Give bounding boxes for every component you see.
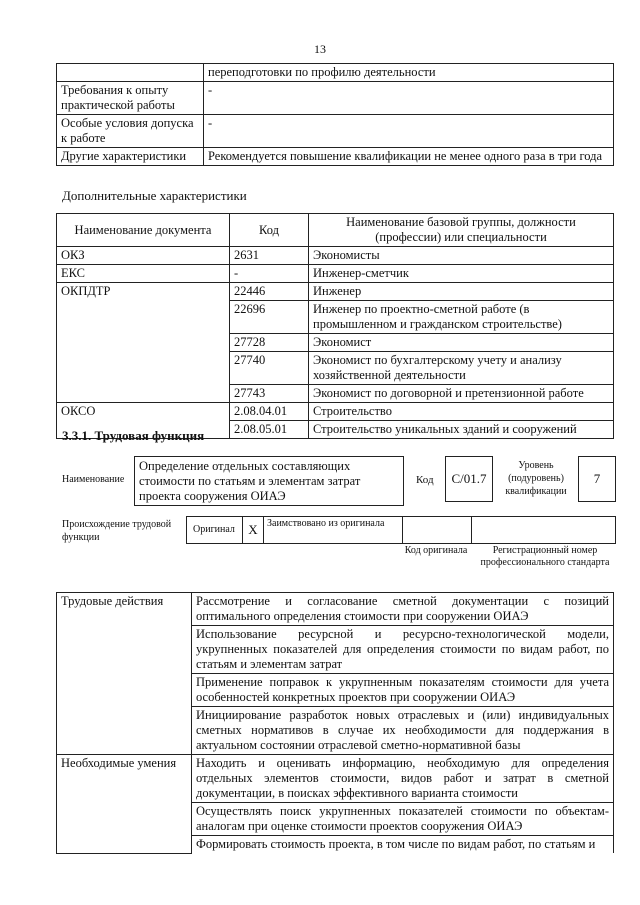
code-cell: 27743 (230, 385, 309, 403)
header-doc: Наименование документа (57, 214, 230, 247)
row-value: - (204, 82, 614, 115)
code-cell: 22446 (230, 283, 309, 301)
page-number: 13 (314, 42, 326, 56)
origin-mark-cell (243, 517, 264, 543)
origin-label: Происхождение трудовой функции (62, 519, 172, 543)
code-label: Код (416, 474, 434, 486)
doc-cell: ЕКС (57, 265, 230, 283)
name-cell: Экономист (309, 334, 614, 352)
table-cell: Осуществлять поиск укрупненных показателей стоимости по объектам-аналогам при оценке стоимости проектов сооружения ОИАЭ (192, 803, 614, 836)
origin-mark: X (248, 522, 258, 537)
origin-code-cell (403, 517, 472, 543)
doc-cell: ОКЗ (57, 247, 230, 265)
row-label (57, 64, 204, 82)
function-code: C/01.7 (451, 471, 487, 486)
level-label: Уровень (подуровень) квалификации (505, 460, 567, 497)
row-value: переподготовки по профилю деятельности (204, 64, 614, 82)
table-cell: Использование ресурсной и ресурсно-технологической модели, укрупненных показателей для определения стоимости по видам работ, по статьям и элементам затрат (192, 626, 614, 674)
name-cell: Экономист по договорной и претензионной работе (309, 385, 614, 403)
code-cell: - (230, 265, 309, 283)
name-cell: Инженер по проектно-сметной работе (в промышленном и гражданском строительстве) (309, 301, 614, 334)
table-row (57, 115, 614, 148)
name-cell: Инженер (309, 283, 614, 301)
origin-borrowed-cell (263, 517, 403, 543)
doc-cell: ОКСО (57, 403, 230, 439)
origin-row (186, 516, 616, 544)
code-cell: 27728 (230, 334, 309, 352)
name-cell: Строительство (309, 403, 614, 421)
table-row (57, 403, 614, 421)
labor-table (56, 592, 614, 854)
name-cell: Инженер-сметчик (309, 265, 614, 283)
table-cell: Формировать стоимость проекта, в том числе по видам работ, по статьям и (192, 836, 614, 854)
table-row (57, 82, 614, 115)
table-cell: Рассмотрение и согласование сметной документации с позиций оптимального определения стоимости при сооружении ОИАЭ (192, 593, 614, 626)
table-row (57, 283, 614, 301)
row-value: Рекомендуется повышение квалификации не менее одного раза в три года (204, 148, 614, 166)
table-header-row (57, 214, 614, 247)
origin-reg-caption: Регистрационный номер профессионального стандарта (480, 545, 610, 568)
row-value: - (204, 115, 614, 148)
origin-original-label: Оригинал (193, 524, 235, 535)
doc-cell: ОКПДТР (57, 283, 230, 403)
level-box (578, 456, 616, 502)
code-cell: 2.08.04.01 (230, 403, 309, 421)
name-cell: Экономисты (309, 247, 614, 265)
origin-original-cell (187, 517, 243, 543)
table-row (57, 247, 614, 265)
table-cell: Инициирование разработок новых отраслевых и (или) индивидуальных сметных нормативов в случае их необходимости для поддержания в актуальном состоянии отраслевой сметно-нормативной базы (192, 707, 614, 755)
table-row (57, 755, 614, 803)
header-code: Код (230, 214, 309, 247)
origin-code-caption: Код оригинала (404, 545, 468, 556)
additional-heading: Дополнительные характеристики (62, 188, 247, 203)
header-name: Наименование базовой группы, должности (профессии) или специальности (309, 214, 614, 247)
row-label: Требования к опыту практической работы (57, 82, 204, 115)
row-label: Другие характеристики (57, 148, 204, 166)
function-name-box (134, 456, 404, 506)
table-cell: Применение поправок к укрупненным показателям стоимости для учета особенностей конкретных проектов при сооружении ОИАЭ (192, 674, 614, 707)
function-heading: 3.3.1. Трудовая функция (62, 428, 205, 443)
additional-characteristics-table (56, 213, 614, 439)
table-row (57, 64, 614, 82)
function-name: Определение отдельных составляющих стоимости по статьям и элементам затрат проекта сооружения ОИАЭ (139, 459, 361, 503)
requirements-table (56, 63, 614, 166)
function-code-box (445, 456, 493, 502)
code-cell: 2631 (230, 247, 309, 265)
table-row (57, 265, 614, 283)
name-label: Наименование (62, 474, 125, 485)
table-row (57, 593, 614, 626)
table-row (57, 148, 614, 166)
code-cell: 22696 (230, 301, 309, 334)
section-label-skills: Необходимые умения (57, 755, 192, 854)
section-label-actions: Трудовые действия (57, 593, 192, 755)
row-label: Особые условия допуска к работе (57, 115, 204, 148)
name-cell: Строительство уникальных зданий и сооружений (309, 421, 614, 439)
origin-borrowed-label: Заимствовано из оригинала (267, 518, 385, 529)
code-cell: 2.08.05.01 (230, 421, 309, 439)
code-cell: 27740 (230, 352, 309, 385)
name-cell: Экономист по бухгалтерскому учету и анализу хозяйственной деятельности (309, 352, 614, 385)
table-cell: Находить и оценивать информацию, необходимую для определения отдельных элементов стоимости, видов работ и затрат в сметной документации, в поисках эффективного варианта стоимости (192, 755, 614, 803)
level-value: 7 (593, 471, 601, 486)
